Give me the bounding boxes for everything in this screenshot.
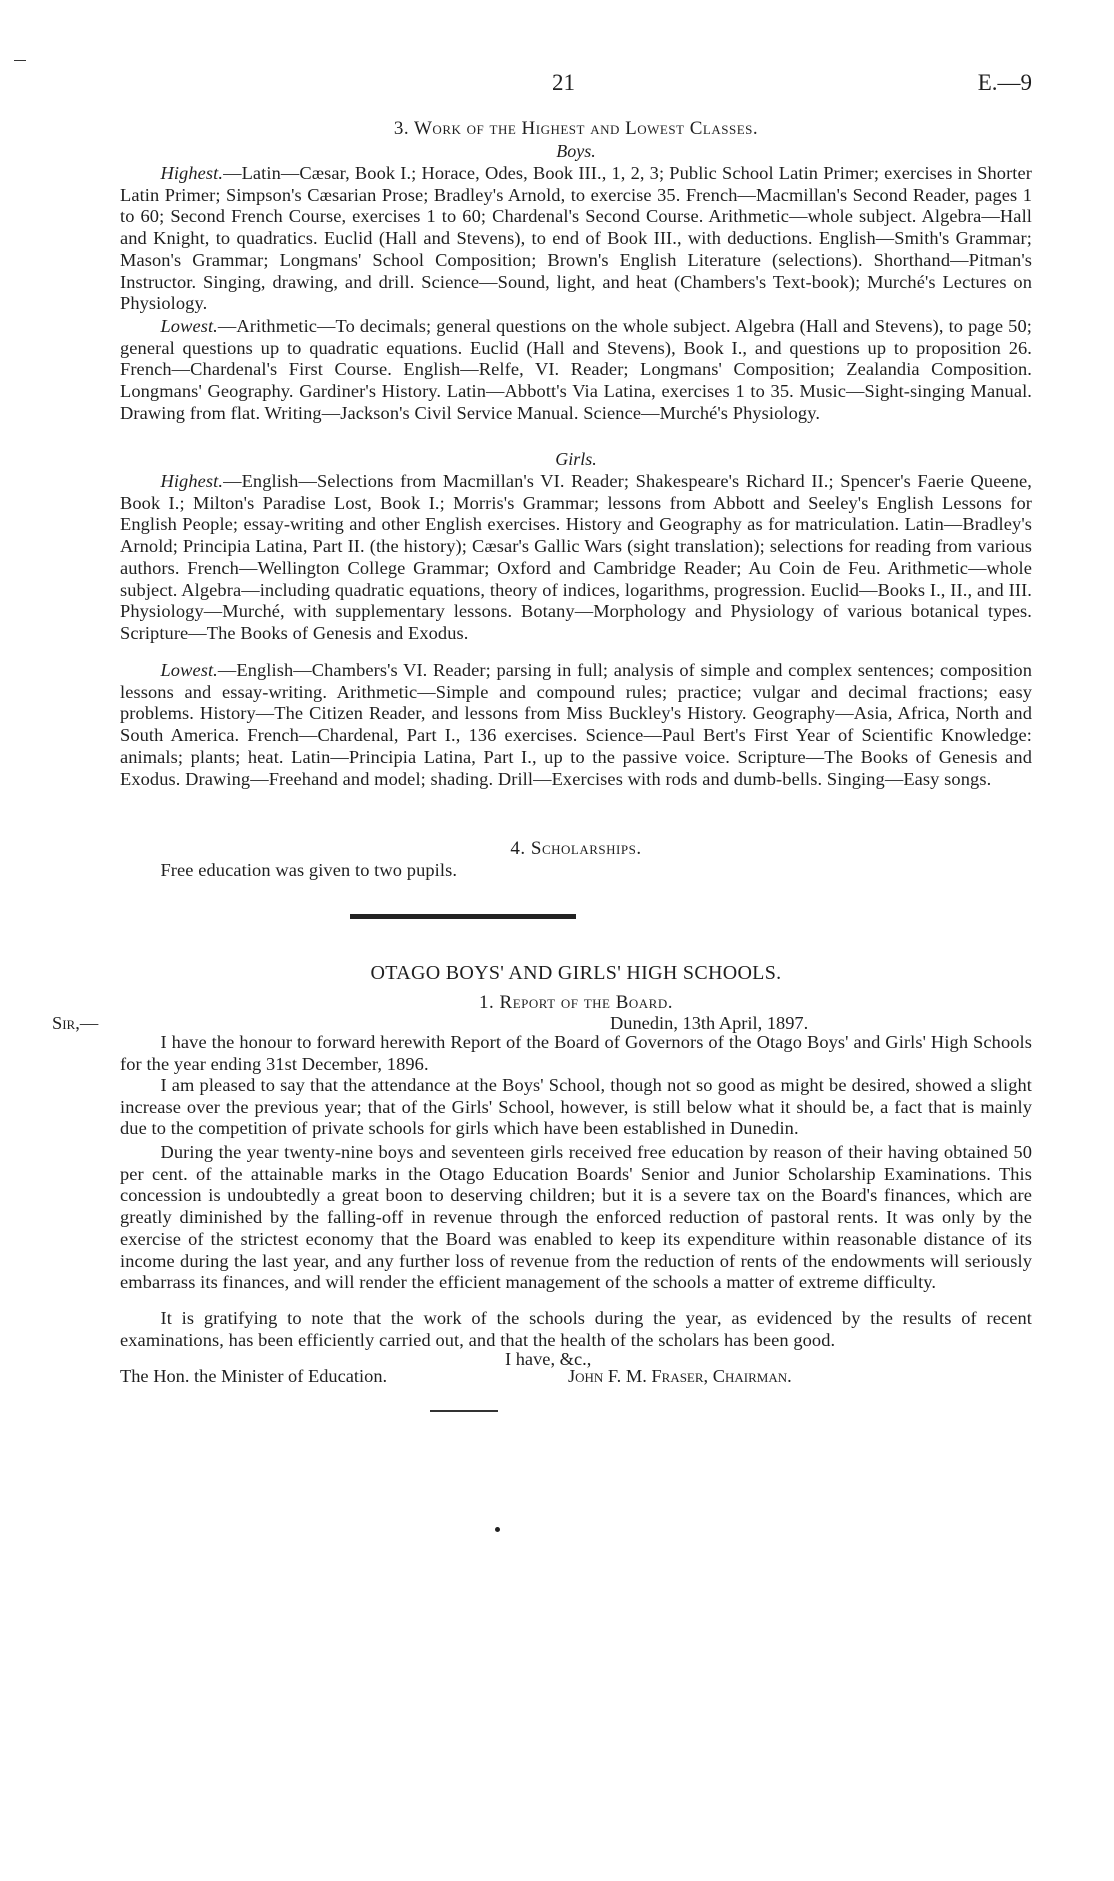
report-paragraph-text: It is gratifying to note that the work of the schools during the year, as evidenced by the results of recent examinations, has been efficiently carried out, and that the health of the scholars has been good.: [120, 1308, 1032, 1350]
otago-title-text: OTAGO BOYS' AND GIRLS' HIGH SCHOOLS.: [370, 962, 782, 984]
closing: I have, &c.,: [505, 1349, 592, 1369]
para-label: Highest.: [160, 471, 224, 491]
section-heading-text: 4. Scholarships.: [510, 838, 642, 859]
section-3-heading: [120, 118, 1032, 140]
report-paragraph-text: I am pleased to say that the attendance at the Boys' School, though not so good as might be desired, showed a slight increase over the previous year; that of the Girls' School, however, is still below what it should be, a fact that is mainly due to the competition of private schools for girls which have been established in Dunedin.: [120, 1075, 1032, 1139]
margin-tick-mark: [14, 60, 26, 61]
para-text: —English—Selections from Macmillan's VI. Reader; Shakespeare's Richard II.; Spencer's Faerie Queene, Book I.; Milton's Paradise Lost, Book I.; Morris's Grammar; lessons from Abbott and Seeley's English Lessons for English People; essay-writing and other English exercises. History and Geography as for matriculation. Latin—Bradley's Arnold; Principia Latina, Part II. (the history); Cæsar's Gallic Wars (sight translation); selections for reading from various authors. French—Wellington College Grammar; Oxford and Cambridge Reader; Au Coin de Feu. Arithmetic—whole subject. Algebra—including quadratic equations, theory of indices, logarithms, progression. Euclid—Books I., II., and III. Physiology—Murché, with supplementary lessons. Botany—Morphology and Physiology of various botanical types. Scripture—The Books of Genesis and Exodus.: [120, 471, 1032, 643]
report-paragraph-text: During the year twenty-nine boys and seventeen girls received free education by reason of their having obtained 50 per cent. of the attainable marks in the Otago Education Boards' Senior and Junior Scholarship Examinations. This concession is undoubtedly a great boon to deserving children; but it is a severe tax on the Board's finances, which are greatly diminished by the falling-off in revenue through the enforced reduction of pastoral rents. It was only by the exercise of the strictest economy that the Board was enabled to keep its expenditure within reasonable distance of its income during the last year, and any further loss of revenue from the reduction of rents of the endowments will seriously embarrass its finances, and will render the efficient management of the schools a matter of extreme difficulty.: [120, 1142, 1032, 1293]
report-paragraph-4: [120, 1308, 1032, 1351]
para-text: —Arithmetic—To decimals; general questions on the whole subject. Algebra (Hall and Stevens), to page 50; general questions up to quadratic equations. Euclid (Hall and Stevens), Book I., and questions up to proposition 26. French—Chardenal's First Course. English—Relfe, VI. Reader; Longmans' Composition; Zealandia Composition. Longmans' Geography. Gardiner's History. Latin—Abbott's Via Latina, exercises 1 to 35. Music—Sight-singing Manual. Drawing from flat. Writing—Jackson's Civil Service Manual. Science—Murché's Physiology.: [120, 316, 1032, 423]
document-reference: E.—9: [977, 70, 1032, 95]
report-paragraph-text: I have the honour to forward herewith Report of the Board of Governors of the Otago Boys' and Girls' High Schools for the year ending 31st December, 1896.: [120, 1032, 1032, 1074]
girls-lowest-paragraph: [120, 660, 1032, 790]
boys-lowest-paragraph: [120, 316, 1032, 425]
scholarships-paragraph: [120, 860, 1032, 882]
para-text: Free education was given to two pupils.: [160, 860, 458, 880]
section-4-heading: [120, 838, 1032, 860]
para-text: —Latin—Cæsar, Book I.; Horace, Odes, Book III., 1, 2, 3; Public School Latin Primer; exercises in Shorter Latin Primer; Simpson's Cæsarian Prose; Bradley's Arnold, to exercise 35. French—Macmillan's Second Reader, pages 1 to 60; Second French Course, exercises 1 to 60; Chardenal's Second Course. Arithmetic—whole subject. Algebra—Hall and Knight, to quadratics. Euclid (Hall and Stevens), to end of Book III., with deductions. English—Smith's Grammar; Mason's Grammar; Longmans' School Composition; Brown's English Literature (selections). Shorthand—Pitman's Instructor. Singing, drawing, and drill. Science—Sound, light, and heat (Chambers's Text-book); Murché's Lectures on Physiology.: [120, 163, 1032, 314]
salutation: Sir,—: [52, 1013, 99, 1033]
subheading-text: Girls.: [555, 449, 597, 469]
place-date: Dunedin, 13th April, 1897.: [610, 1013, 809, 1033]
page-mark-dot: [495, 1527, 500, 1532]
para-label: Lowest.: [160, 660, 218, 680]
girls-highest-paragraph: [120, 471, 1032, 645]
end-rule: [430, 1410, 498, 1412]
para-text: —English—Chambers's VI. Reader; parsing in full; analysis of simple and complex sentences; composition lessons and essay-writing. Arithmetic—Simple and compound rules; practice; vulgar and decimal fractions; easy problems. History—The Citizen Reader, and lessons from Miss Buckley's History. Geography—Asia, Africa, North and South America. French—Chardenal, Part I., 136 exercises. Science—Paul Bert's First Year of Scientific Knowledge: animals; plants; heat. Latin—Principia Latina, Part I., up to the passive voice. Scripture—The Books of Genesis and Exodus. Drawing—Freehand and model; shading. Drill—Exercises with rods and dumb-bells. Singing—Easy songs.: [120, 660, 1032, 789]
boys-subheading: [120, 141, 1032, 162]
page-header: [120, 70, 1032, 102]
otago-title: [120, 962, 1032, 985]
report-paragraph-2: [120, 1075, 1032, 1140]
section-heading-text: 3. Work of the Highest and Lowest Classes.: [393, 118, 759, 139]
section-divider-rule: [350, 914, 576, 919]
subheading-text: Boys.: [556, 141, 596, 161]
para-label: Highest.: [160, 163, 224, 183]
boys-highest-paragraph: [120, 163, 1032, 315]
page-number: 21: [552, 70, 575, 95]
report-subheading: [120, 992, 1032, 1014]
para-label: Lowest.: [160, 316, 218, 336]
report-paragraph-3: [120, 1142, 1032, 1294]
addressee: The Hon. the Minister of Education.: [120, 1366, 388, 1386]
signature: John F. M. Fraser, Chairman.: [568, 1366, 792, 1386]
girls-subheading: [120, 449, 1032, 470]
report-subheading-text: 1. Report of the Board.: [479, 992, 673, 1013]
report-paragraph-1: [120, 1032, 1032, 1075]
